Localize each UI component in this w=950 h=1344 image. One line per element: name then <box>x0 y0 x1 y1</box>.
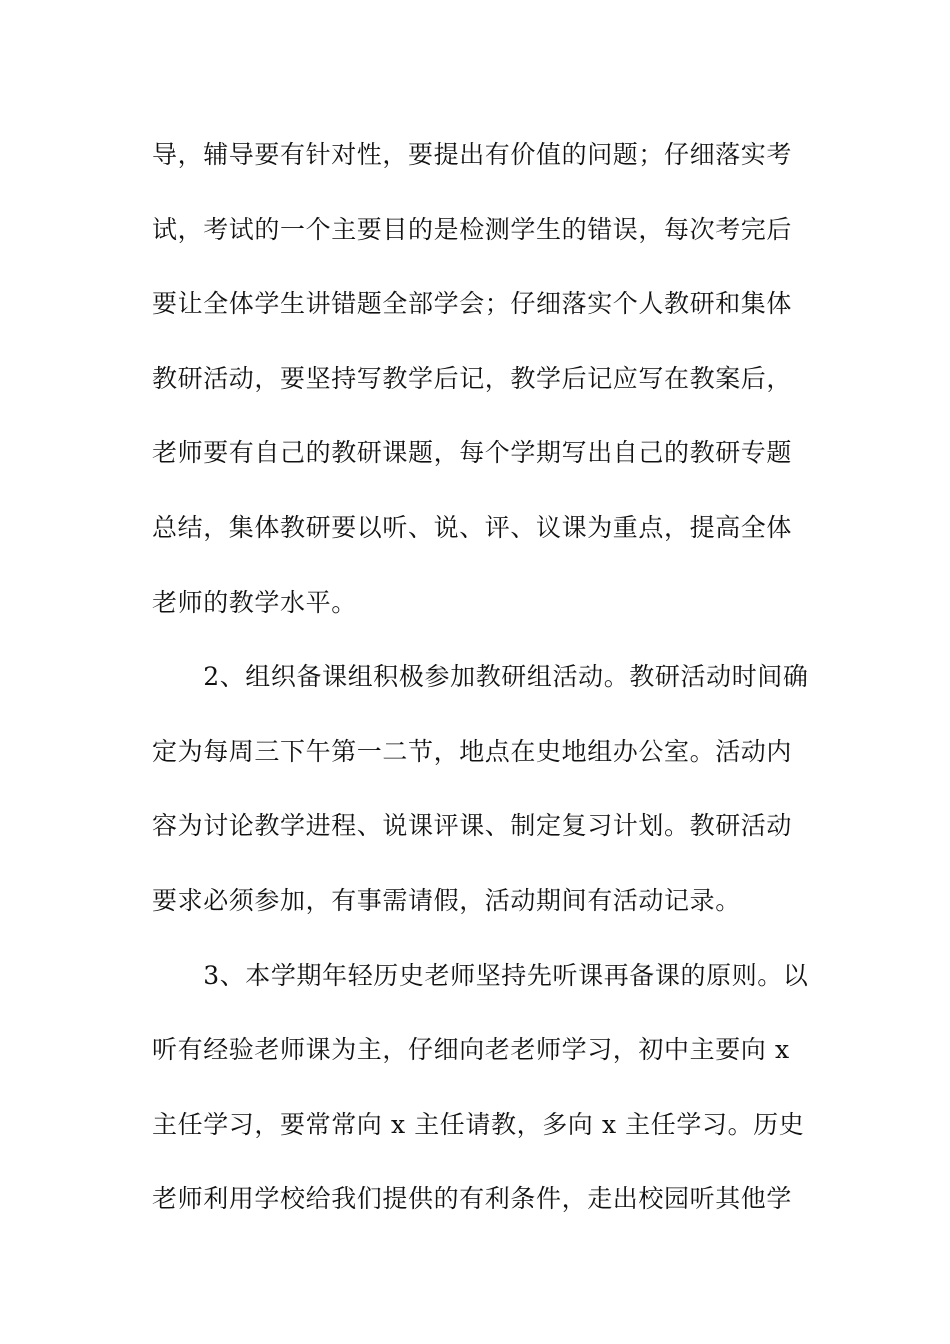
text-line: 主任学习，要常常向 x 主任请教，多向 x 主任学习。历史 <box>152 1109 805 1139</box>
text-line: 要求必须参加，有事需请假，活动期间有活动记录。 <box>152 885 741 915</box>
text-line: 导，辅导要有针对性，要提出有价值的问题；仔细落实考 <box>152 140 793 169</box>
text-line: 老师利用学校给我们提供的有利条件，走出校园听其他学 <box>152 1184 793 1214</box>
text-line: 2、组织备课组积极参加教研组活动。教研活动时间确 <box>152 662 809 692</box>
text-line: 3、本学期年轻历史老师坚持先听课再备课的原则。以 <box>152 960 809 990</box>
text-line: 教研活动，要坚持写教学后记，教学后记应写在教案后， <box>152 363 793 393</box>
body-text <box>152 126 812 1245</box>
text-line: 老师的教学水平。 <box>152 587 357 617</box>
text-line: 要让全体学生讲错题全部学会；仔细落实个人教研和集体 <box>152 289 793 319</box>
text-line: 容为讨论教学进程、说课评课、制定复习计划。教研活动 <box>152 811 793 841</box>
text-line: 听有经验老师课为主，仔细向老老师学习，初中主要向 x <box>152 1035 790 1065</box>
text-line: 试，考试的一个主要目的是检测学生的错误，每次考完后 <box>152 214 793 244</box>
text-line: 定为每周三下午第一二节，地点在史地组办公室。活动内 <box>152 736 793 766</box>
text-line: 总结，集体教研要以听、说、评、议课为重点，提高全体 <box>152 512 793 542</box>
text-line: 老师要有自己的教研课题，每个学期写出自己的教研专题 <box>152 438 793 468</box>
